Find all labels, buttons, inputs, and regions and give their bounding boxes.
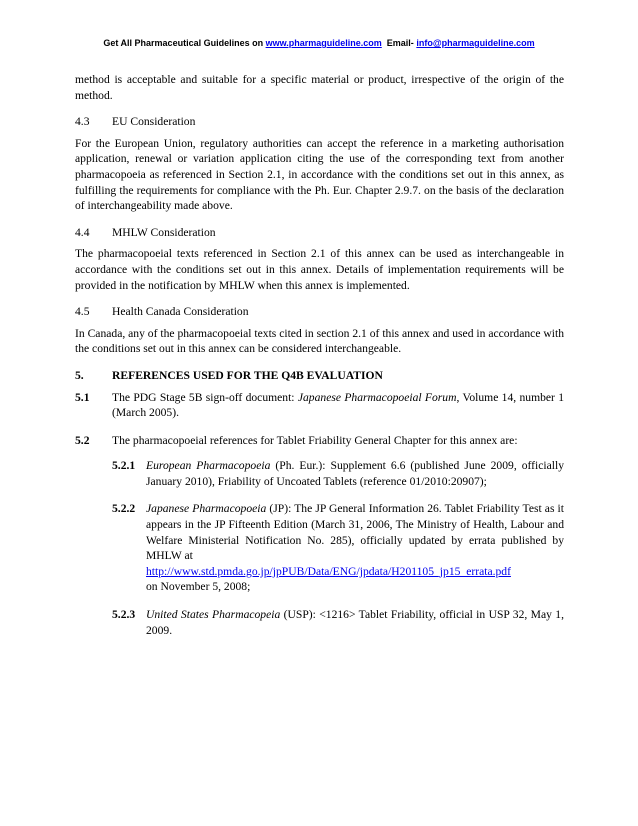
reference-item-5-2 xyxy=(75,433,564,651)
email-link[interactable]: info@pharmaguideline.com xyxy=(416,38,535,48)
section-title: REFERENCES USED FOR THE Q4B EVALUATION xyxy=(112,368,383,382)
sub-text-body: (USP): <1216> Tablet Friability, official in USP 32, May 1, 2009. xyxy=(146,608,564,637)
item-number: 5.2 xyxy=(75,433,90,447)
section-number: 5. xyxy=(75,368,84,382)
section-body-4-5: In Canada, any of the pharmacopoeial texts cited in section 2.1 of this annex and used in accordance with the conditions set out in this annex can be considered interchangeable. xyxy=(75,326,564,356)
document-body xyxy=(75,72,564,650)
section-number: 4.4 xyxy=(75,225,90,239)
errata-pdf-link[interactable]: http://www.std.pmda.go.jp/jpPUB/Data/ENG/jpdata/H201105_jp15_errata.pdf xyxy=(146,564,511,578)
section-heading-4-5 xyxy=(75,304,564,320)
item-text xyxy=(112,390,564,421)
intro-paragraph: method is acceptable and suitable for a specific material or product, irrespective of the origin of the method. xyxy=(75,73,564,102)
sub-text-end: on November 5, 2008; xyxy=(146,580,251,594)
website-link[interactable]: www.pharmaguideline.com xyxy=(265,38,382,48)
section-title: Health Canada Consideration xyxy=(112,305,249,319)
item-text-end: , Volume 14, number 1 (March 2005). xyxy=(112,390,565,420)
sub-text xyxy=(146,607,564,638)
section-heading-5 xyxy=(75,368,564,384)
sub-number: 5.2.2 xyxy=(112,502,136,516)
sub-text-body: (JP): The JP General Information 26. Tablet Friability Test as it appears in the JP Fifteenth Edition (March 31, 2006, The Ministry of Health, Labour and Welfare Ministerial Notification No. 285), officially updated by errata published by MHLW at xyxy=(146,502,564,563)
sub-number: 5.2.3 xyxy=(112,608,136,622)
header-prefix: Get All Pharmaceutical Guidelines on xyxy=(103,38,266,48)
item-italic-title: Japanese Pharmacopoeial Forum xyxy=(297,390,457,404)
page-header-banner xyxy=(0,38,638,48)
item-text: The pharmacopoeial references for Tablet Friability General Chapter for this annex are: xyxy=(112,433,518,447)
section-number: 4.3 xyxy=(75,115,90,129)
sub-number: 5.2.1 xyxy=(112,459,136,473)
section-heading-4-4 xyxy=(75,225,564,241)
section-body-4-4: The pharmacopoeial texts referenced in Section 2.1 of this annex can be used as interchangeable in accordance with the conditions set out in this annex. Details of implementation requirements will be provided in the notification by MHLW when this annex is implemented. xyxy=(75,247,564,292)
reference-item-5-1 xyxy=(75,390,564,421)
sub-text xyxy=(146,458,564,489)
sub-reference-5-2-2 xyxy=(112,501,564,595)
sub-text xyxy=(146,501,564,595)
sub-italic-title: European Pharmacopoeia xyxy=(146,459,271,473)
section-heading-4-3 xyxy=(75,114,564,130)
item-text-start: The PDG Stage 5B sign-off document: xyxy=(112,390,298,404)
item-content xyxy=(112,433,564,651)
section-number: 4.5 xyxy=(75,305,90,319)
sub-reference-5-2-3 xyxy=(112,607,564,638)
item-number: 5.1 xyxy=(75,390,90,404)
section-title: EU Consideration xyxy=(112,115,196,129)
email-label: Email- xyxy=(386,38,414,48)
sub-reference-5-2-1 xyxy=(112,458,564,489)
section-body-4-3: For the European Union, regulatory authorities can accept the reference in a marketing authorisation application, renewal or variation application citing the use of the corresponding text from another pharmacopoeia as referenced in Section 2.1, in accordance with the conditions set out in this annex, as fulfilling the requirements for compliance with the Ph. Eur. Chapter 2.9.7. on the basis of the declaration of interchangeability made above. xyxy=(75,136,564,213)
sub-italic-title: Japanese Pharmacopoeia xyxy=(146,502,267,516)
sub-italic-title: United States Pharmacopeia xyxy=(146,608,281,622)
sub-text-body: (Ph. Eur.): Supplement 6.6 (published June 2009, officially January 2010), Friability of Uncoated Tablets (reference 01/2010:20907); xyxy=(146,459,565,488)
section-title: MHLW Consideration xyxy=(112,225,216,239)
